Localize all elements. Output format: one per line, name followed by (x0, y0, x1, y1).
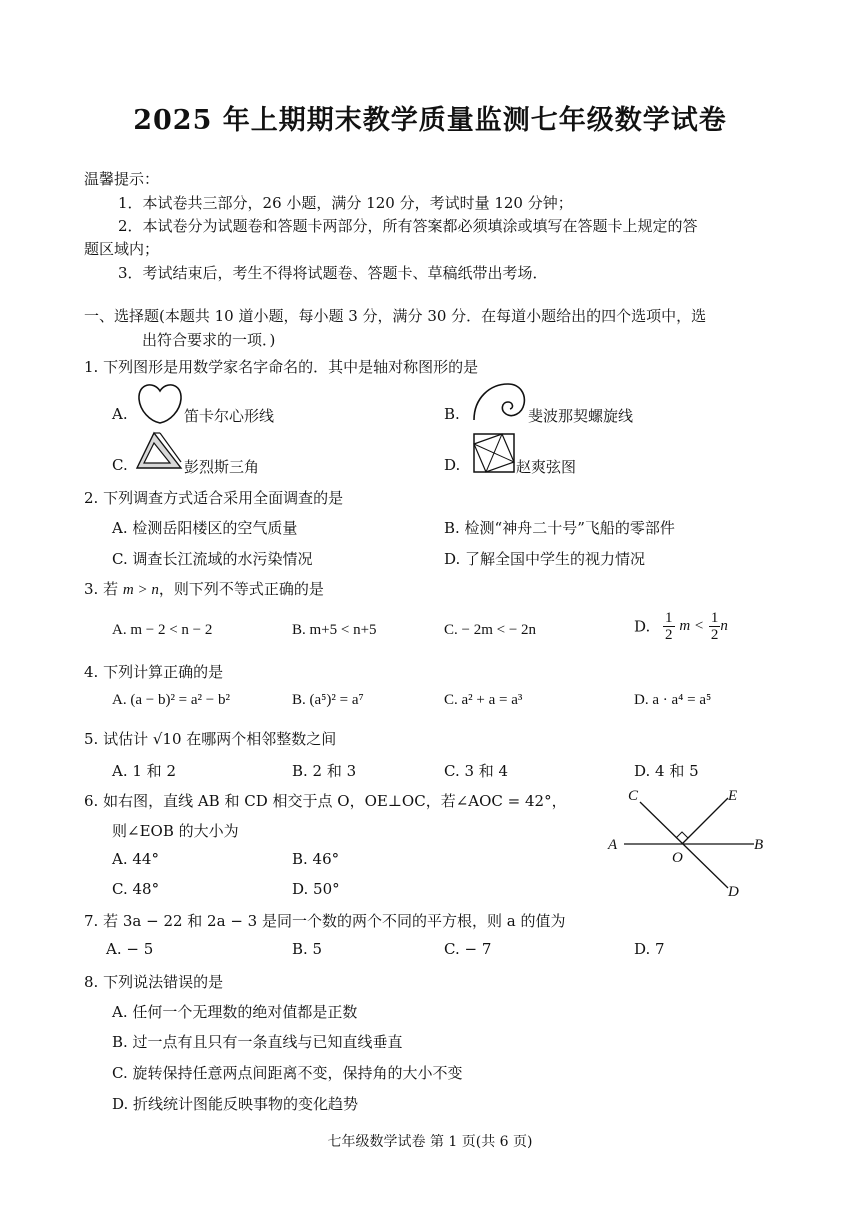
q8-option-a: A. 任何一个无理数的绝对值都是正数 (112, 1003, 358, 1021)
tip-line-2a: 2．本试卷分为试题卷和答题卡两部分，所有答案都必须填涂或填写在答题卡上规定的答 (118, 217, 698, 235)
q7-option-a: A. − 5 (106, 940, 154, 958)
section-1-heading-cont: 出符合要求的一项．) (142, 331, 276, 349)
q7-option-b: B. 5 (292, 940, 323, 958)
q3-option-d-fraction-2 (709, 610, 721, 643)
q4-stem: 4. 下列计算正确的是 (84, 663, 224, 681)
fraction-denominator: 2 (665, 627, 673, 643)
q5-option-c: C. 3 和 4 (444, 762, 509, 780)
q1-option-d-label: D. (444, 456, 461, 474)
q3-option-d-label: D. (634, 617, 651, 636)
q7-option-d: D. 7 (634, 940, 665, 958)
q8-option-c: C. 旋转保持任意两点间距离不变，保持角的大小不变 (112, 1064, 463, 1082)
q3-option-a: A. m − 2 < n − 2 (112, 622, 213, 638)
q2-stem: 2. 下列调查方式适合采用全面调查的是 (84, 489, 344, 507)
q6-stem-line-1: 6. 如右图，直线 AB 和 CD 相交于点 O，OE⊥OC，若∠AOC = 42°， (84, 792, 567, 810)
q6-option-c: C. 48° (112, 880, 160, 898)
q3-stem-pre: 3. 若 (84, 580, 123, 598)
q1-option-d-text: 赵爽弦图 (516, 458, 577, 476)
q4-option-a: A. (a − b)² = a² − b² (112, 692, 231, 708)
fraction-numerator: 1 (710, 610, 719, 626)
q3-option-d-fraction-1 (663, 610, 675, 643)
q5-stem: 5. 试估计 √10 在哪两个相邻整数之间 (84, 730, 337, 748)
q8-option-d: D. 折线统计图能反映事物的变化趋势 (112, 1095, 359, 1113)
fig-label-d: D (728, 884, 739, 900)
q7-stem: 7. 若 3a − 22 和 2a − 3 是同一个数的两个不同的平方根，则 a 的值为 (84, 912, 566, 930)
q1-option-c-label: C. (112, 456, 128, 474)
fig-label-b: B (754, 837, 764, 853)
q3-option-d-mid: m < (679, 618, 705, 634)
zhao-shuang-diagram-figure (472, 432, 516, 474)
q2-option-d: D. 了解全国中学生的视力情况 (444, 550, 646, 568)
fig-label-c: C (628, 788, 639, 804)
q3-option-d-end: n (720, 618, 728, 634)
fibonacci-spiral-figure (468, 380, 528, 426)
q6-option-b: B. 46° (292, 850, 340, 868)
q3-stem (84, 578, 324, 599)
q3-stem-post: ，则下列不等式正确的是 (158, 580, 324, 598)
fig-label-o: O (672, 850, 683, 866)
q5-option-a: A. 1 和 2 (112, 762, 176, 780)
q4-option-b: B. (a⁵)² = a⁷ (292, 692, 364, 708)
q2-option-a: A. 检测岳阳楼区的空气质量 (112, 519, 298, 537)
q1-option-a-label: A. (112, 405, 128, 423)
q3-option-c: C. − 2m < − 2n (444, 622, 537, 638)
q1-option-b-label: B. (444, 405, 460, 423)
q5-option-b: B. 2 和 3 (292, 762, 357, 780)
q1-option-a-text: 笛卡尔心形线 (184, 407, 275, 425)
tip-line-3: 3．考试结束后，考生不得将试题卷、答题卡、草稿纸带出考场． (118, 264, 548, 282)
page-footer: 七年级数学试卷 第 1 页(共 6 页) (327, 1134, 533, 1150)
section-1-heading: 一、选择题(本题共 10 道小题，每小题 3 分，满分 30 分．在每道小题给出的四个选项中，选 (84, 307, 707, 325)
q6-stem-line-2: 则∠EOB 的大小为 (112, 822, 239, 840)
q8-stem: 8. 下列说法错误的是 (84, 973, 224, 991)
q6-option-a: A. 44° (112, 850, 159, 868)
fraction-denominator: 2 (710, 627, 719, 643)
q1-stem: 1. 下列图形是用数学家名字命名的．其中是轴对称图形的是 (84, 358, 479, 376)
q2-option-b: B. 检测“神舟二十号”飞船的零部件 (444, 519, 675, 537)
penrose-triangle-figure (134, 430, 184, 472)
q1-option-b-text: 斐波那契螺旋线 (528, 407, 634, 425)
q4-option-c: C. a² + a = a³ (444, 692, 523, 708)
q6-option-d: D. 50° (292, 880, 340, 898)
cardioid-curve-figure (136, 383, 184, 425)
q7-option-c: C. − 7 (444, 940, 492, 958)
tip-line-1: 1．本试卷共三部分，26 小题，满分 120 分，考试时量 120 分钟； (118, 194, 573, 212)
tips-heading: 温馨提示： (84, 170, 160, 188)
page-title: 2025 年上期期末教学质量监测七年级数学试卷 (133, 105, 727, 136)
q5-option-d: D. 4 和 5 (634, 762, 699, 780)
q3-stem-math: m > n (122, 582, 159, 598)
q3-option-d (634, 610, 728, 643)
q4-option-d: D. a · a⁴ = a⁵ (634, 692, 712, 708)
fraction-numerator: 1 (665, 610, 673, 626)
q2-option-c: C. 调查长江流域的水污染情况 (112, 550, 313, 568)
q8-option-b: B. 过一点有且只有一条直线与已知直线垂直 (112, 1033, 403, 1051)
tip-line-2b: 题区域内； (84, 240, 160, 258)
q1-option-c-text: 彭烈斯三角 (184, 458, 260, 476)
q3-option-b: B. m+5 < n+5 (292, 622, 377, 638)
intersecting-lines-figure (604, 784, 774, 900)
fig-label-e: E (728, 788, 738, 804)
fig-label-a: A (608, 837, 618, 853)
